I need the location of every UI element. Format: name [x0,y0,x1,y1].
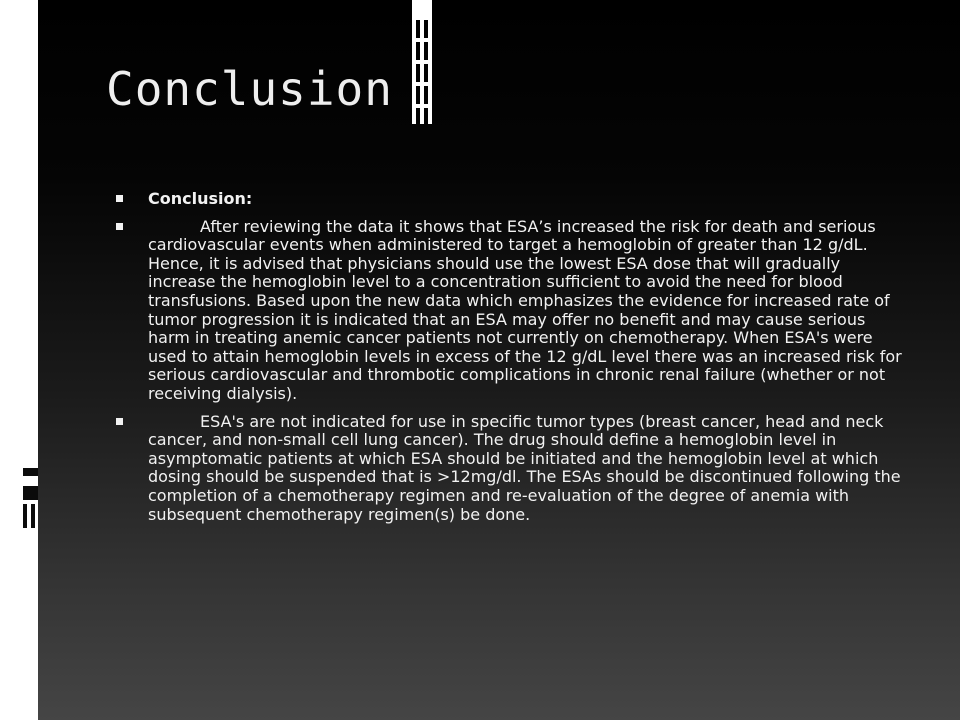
square-bullet-icon [116,418,123,425]
square-bullet-icon [116,195,123,202]
bullet-text-wrapper [148,218,912,404]
corner-decoration-top [412,104,432,108]
bullet-text-wrapper [148,413,912,525]
bullet-text: After reviewing the data it shows that ESA’s increased the risk for death and serious cardiovascular events when administered to target a hemoglobin of greater than 12 g/dL. Hence, it is advised that physicians should use the lowest ESA dose that will gradually increase the hemoglobin level to a concentration sufficient to avoid the need for blood transfusions. Based upon the new data which emphasizes the evidence for increased rate of tumor progression it is indicated that an ESA may offer no benefit and may cause serious harm in treating anemic cancer patients not currently on chemotherapy. When ESA's were used to attain hemoglobin levels in excess of the 12 g/dL level there was an increased risk for serious cardiovascular and thrombotic complications in chronic renal failure (whether or not receiving dialysis). [148,216,902,403]
bullet-item [112,413,912,525]
bullet-item [112,190,912,209]
bullet-text: Conclusion: [148,189,253,208]
bullet-item [112,218,912,404]
side-decoration [23,504,27,528]
square-bullet-icon [116,223,123,230]
side-decoration [31,504,35,528]
corner-decoration-top [412,82,432,86]
corner-decoration-top [412,38,432,42]
corner-decoration-top [412,0,432,20]
corner-decoration-top [412,60,432,64]
side-decoration [23,486,38,500]
bullet-text: ESA's are not indicated for use in specific tumor types (breast cancer, head and neck cancer, and non-small cell lung cancer). The drug should define a hemoglobin level in asymptomatic patients at which ESA should be initiated and the hemoglobin level at which dosing should be suspended that is >12mg/dl. The ESAs should be discontinued following the completion of a chemotherapy regimen and re-evaluation of the degree of anemia with subsequent chemotherapy regimen(s) be done. [148,411,901,524]
slide-title: Conclusion [106,62,393,116]
side-decoration [23,468,38,476]
left-white-band [0,0,38,720]
bullet-list [112,190,912,533]
